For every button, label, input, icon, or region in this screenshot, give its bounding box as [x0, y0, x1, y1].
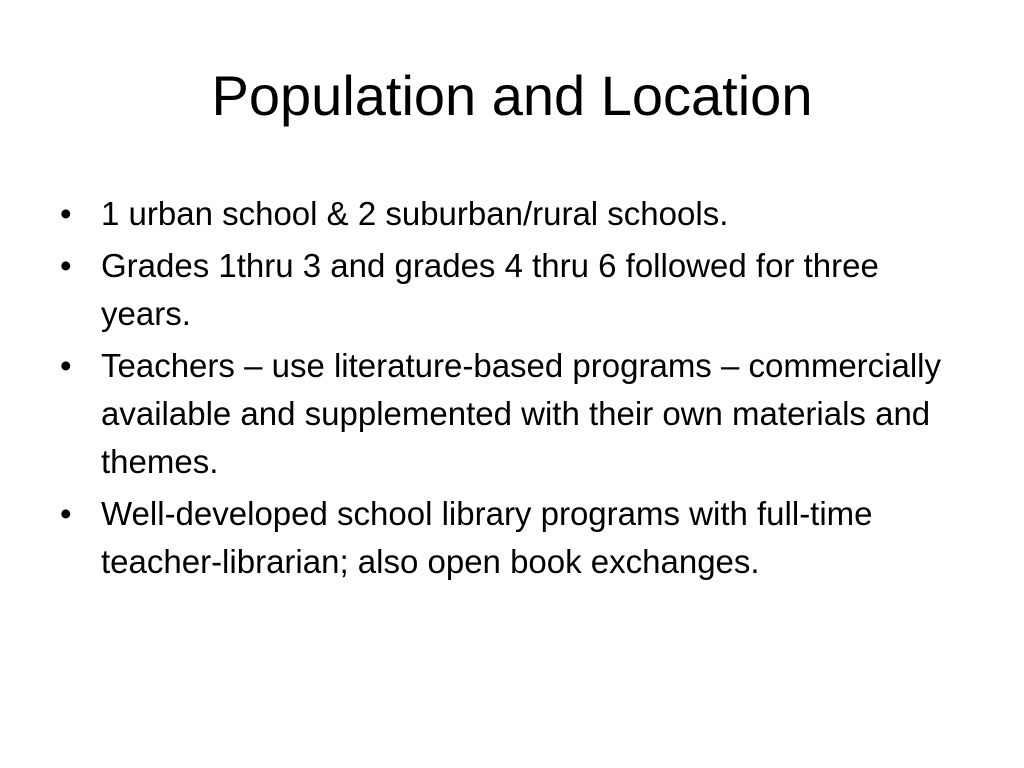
bullet-item: [56, 190, 976, 238]
bullet-icon: •: [60, 347, 72, 384]
bullet-list: [56, 190, 976, 590]
bullet-item: [56, 242, 976, 338]
bullet-icon: •: [60, 247, 72, 284]
bullet-text: 1 urban school & 2 suburban/rural schools.: [101, 195, 729, 232]
bullet-text: Well-developed school library programs with full-time teacher-librarian; also open book exchanges.: [101, 495, 873, 580]
bullet-item: [56, 342, 976, 486]
slide-title: Population and Location: [211, 64, 813, 127]
bullet-icon: •: [60, 195, 72, 232]
bullet-icon: •: [60, 495, 72, 532]
bullet-text: Grades 1thru 3 and grades 4 thru 6 followed for three years.: [101, 247, 879, 332]
bullet-text: Teachers – use literature-based programs – commercially available and supplemented with their own materials and themes.: [101, 347, 942, 480]
bullet-item: [56, 490, 976, 586]
